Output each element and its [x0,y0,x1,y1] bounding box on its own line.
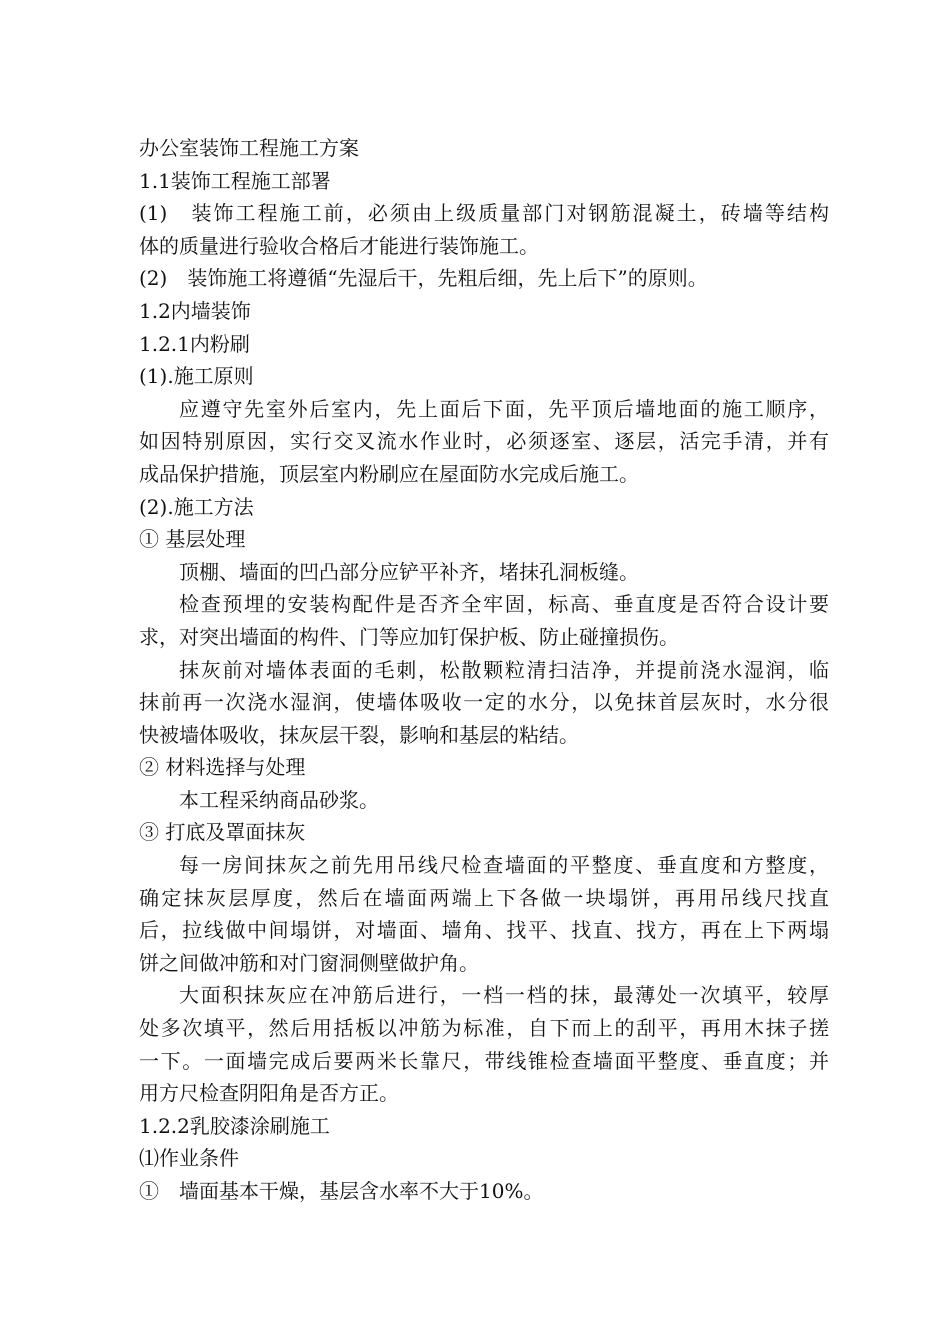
text-line: 顶棚、墙面的凹凸部分应铲平补齐，堵抹孔洞板缝。 [179,559,639,584]
text-line: 处多次填平，然后用括板以冲筋为标准，自下而上的刮平，再用木抹子搓 [139,1016,829,1041]
text-line: (2).施工方法 [139,494,254,519]
text-line: 1.2.2乳胶漆涂刷施工 [139,1113,330,1138]
text-line: 大面积抹灰应在冲筋后进行，一档一档的抹，最薄处一次填平，较厚 [179,983,829,1008]
document-body [139,165,829,1208]
text-line: (1).施工原则 [139,364,254,389]
text-line: 饼之间做冲筋和对门窗洞侧壁做护角。 [139,950,479,975]
text-line: ③ 打底及罩面抹灰 [139,820,306,845]
text-line: 成品保护措施，顶层室内粉刷应在屋面防水完成后施工。 [139,461,639,486]
text-line: 应遵守先室外后室内，先上面后下面，先平顶后墙地面的施工顺序， [179,396,829,421]
text-line: 抹前再一次浇水湿润，使墙体吸收一定的水分，以免抹首层灰时，水分很 [139,690,829,715]
document-title: 办公室装饰工程施工方案 [139,136,359,160]
text-line: 快被墙体吸收，抹灰层干裂，影响和基层的粘结。 [139,722,579,747]
text-line: 后，拉线做中间塌饼，对墙面、墙角、找平、找直、找方，再在上下两塌 [139,918,829,943]
text-line: 抹灰前对墙体表面的毛刺，松散颗粒清扫洁净，并提前浇水湿润，临 [179,657,829,682]
text-line: 体的质量进行验收合格后才能进行装饰施工。 [139,233,539,258]
text-line: 1.2内墙装饰 [139,298,251,323]
text-line: 一下。一面墙完成后要两米长靠尺，带线锥检查墙面平整度、垂直度；并 [139,1048,829,1073]
document-page [139,132,829,1208]
text-line: 1.1装饰工程施工部署 [139,168,331,193]
text-line: 求，对突出墙面的构件、门等应加钉保护板、防止碰撞损伤。 [139,624,679,649]
text-line: 如因特别原因，实行交叉流水作业时，必须逐室、逐层，活完手清，并有 [139,429,829,454]
text-line: ① 基层处理 [139,527,246,552]
text-line: 用方尺检查阴阳角是否方正。 [139,1081,399,1106]
text-line: 每一房间抹灰之前先用吊线尺检查墙面的平整度、垂直度和方整度， [179,853,829,878]
text-line: ⑴作业条件 [139,1146,239,1171]
text-line: ② 材料选择与处理 [139,755,306,780]
text-line: 检查预埋的安装构配件是否齐全牢固，标高、垂直度是否符合设计要 [179,592,829,617]
text-line: ① 墙面基本干燥，基层含水率不大于10%。 [139,1179,544,1203]
text-line: (2) 装饰施工将遵循“先湿后干，先粗后细，先上后下”的原则。 [139,266,708,291]
text-line: 1.2.1内粉刷 [139,331,250,356]
text-line: 确定抹灰层厚度，然后在墙面两端上下各做一块塌饼，再用吊线尺找直 [139,885,829,910]
text-line: 本工程采纳商品砂浆。 [179,787,379,812]
text-line: (1) 装饰工程施工前，必须由上级质量部门对钢筋混凝土，砖墙等结构 [139,201,829,226]
